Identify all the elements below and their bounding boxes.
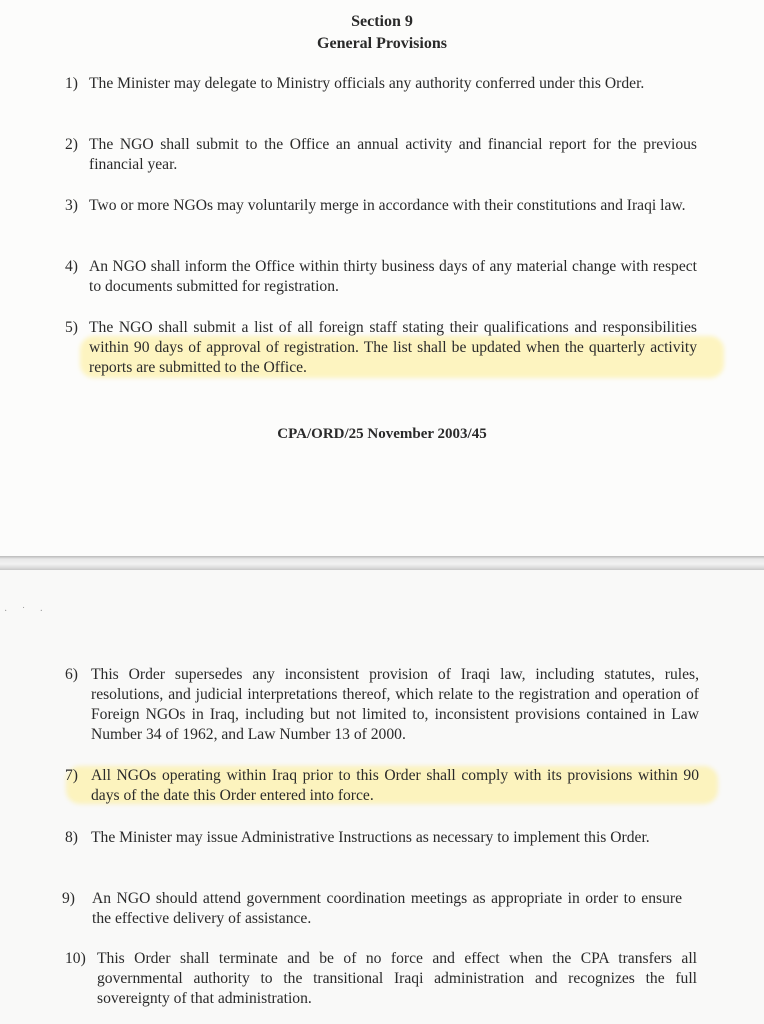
provision-item [65,196,697,216]
provision-item [65,257,697,297]
provision-number: 2) [65,136,78,153]
provision-number: 10) [65,950,86,967]
provision-text: The Minister may delegate to Ministry officials any authority conferred under this Order. [89,75,645,92]
provision-number: 7) [65,767,78,784]
provision-text: This Order supersedes any inconsistent provision of Iraqi law, including statutes, rules, resolutions, and judicial interpretations thereof, which relate to the registration and operation of Foreign NGOs in Iraq, including but not limited to, inconsistent provisions contained in Law Number 34 of 1962, and Law Number 13 of 2000. [91,666,699,743]
provision-text: This Order shall terminate and be of no force and effect when the CPA transfers all governmental authority to the transitional Iraqi administration and recognizes the full sovereignty of that administration. [97,950,697,1007]
provision-text: An NGO shall inform the Office within thirty business days of any material change with respect to documents submitted for registration. [89,258,697,295]
provision-number: 3) [65,197,78,214]
provision-item [65,318,697,378]
provision-item [65,135,697,175]
provision-text: The NGO shall submit a list of all foreign staff stating their qualifications and responsibilities within 90 days of approval of registration. The list shall be updated when the quarterly activity reports are submitted to the Office. [89,319,697,376]
provision-item [65,828,699,848]
provision-number: 8) [65,829,78,846]
provision-text: The Minister may issue Administrative Instructions as necessary to implement this Order. [91,829,650,846]
section-title: General Provisions [317,35,447,52]
provision-number: 9) [62,890,75,907]
provision-number: 6) [65,666,78,683]
provision-text: Two or more NGOs may voluntarily merge in accordance with their constitutions and Iraqi law. [89,197,686,214]
provision-item [65,665,699,745]
section-number: Section 9 [351,13,413,30]
page-separator [0,556,764,570]
provision-item [65,74,697,94]
provision-item [65,949,697,1009]
provision-number: 5) [65,319,78,336]
provision-number: 4) [65,258,78,275]
provision-item [62,889,682,929]
order-reference: CPA/ORD/25 November 2003/45 [277,426,487,442]
provision-number: 1) [65,75,78,92]
provision-text: An NGO should attend government coordination meetings as appropriate in order to ensure the effective delivery of assistance. [92,890,682,927]
provision-text: The NGO shall submit to the Office an annual activity and financial report for the previous financial year. [89,136,697,173]
scan-specks: · ˙ · [4,606,49,617]
provision-text: All NGOs operating within Iraq prior to this Order shall comply with its provisions within 90 days of the date this Order entered into force. [91,767,699,804]
provision-item [65,766,699,806]
